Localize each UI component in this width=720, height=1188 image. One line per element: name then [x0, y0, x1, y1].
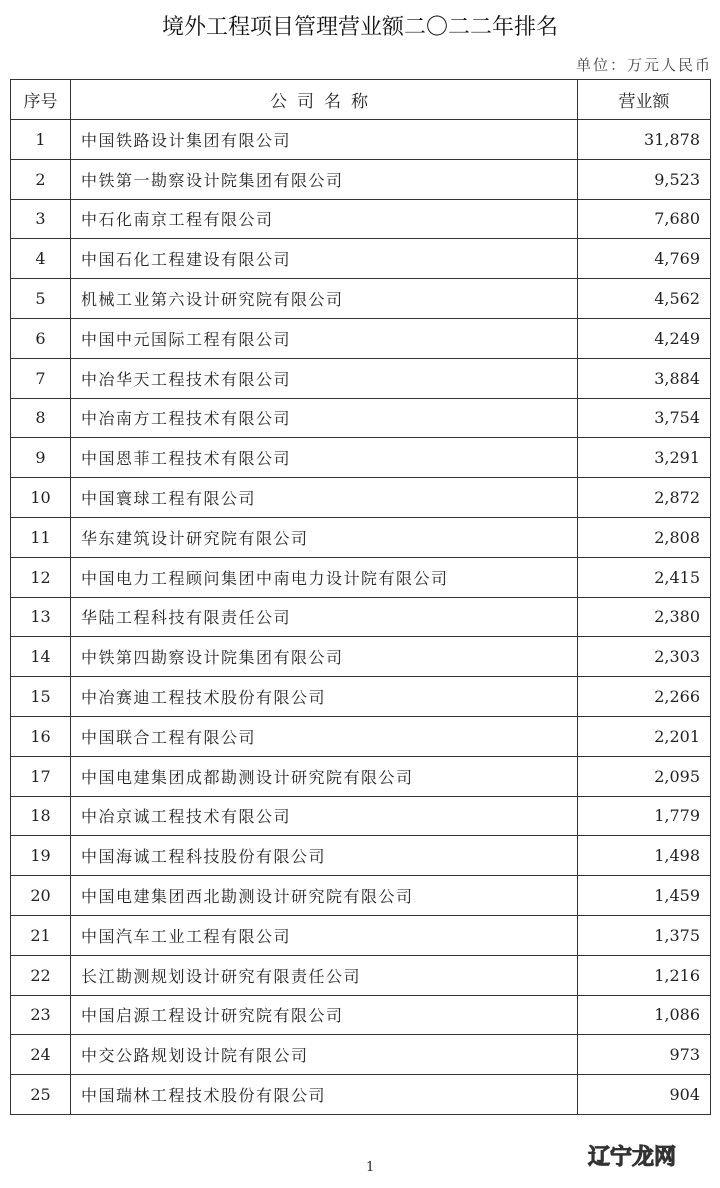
- revenue-cell: 2,380: [578, 597, 711, 637]
- revenue-cell: 31,878: [578, 120, 711, 160]
- rank-cell: 8: [11, 398, 71, 438]
- company-name-cell: 华东建筑设计研究院有限公司: [71, 517, 578, 557]
- company-name-cell: 中国汽车工业工程有限公司: [71, 915, 578, 955]
- company-name-cell: 中冶南方工程技术有限公司: [71, 398, 578, 438]
- table-row: [11, 318, 711, 358]
- table-row: [11, 398, 711, 438]
- table-row: [11, 199, 711, 239]
- table-row: [11, 438, 711, 478]
- rank-cell: 7: [11, 358, 71, 398]
- revenue-cell: 2,266: [578, 677, 711, 717]
- rank-cell: 6: [11, 318, 71, 358]
- watermark-logo: 辽宁龙网: [588, 1145, 677, 1170]
- company-name-cell: 中冶赛迪工程技术股份有限公司: [71, 677, 578, 717]
- table-row: [11, 876, 711, 916]
- header-revenue: 营业额: [578, 80, 711, 120]
- rank-cell: 4: [11, 239, 71, 279]
- rank-cell: 14: [11, 637, 71, 677]
- revenue-cell: 2,872: [578, 478, 711, 518]
- ranking-table: [10, 79, 711, 1115]
- unit-label: 单位：万元人民币: [575, 56, 712, 74]
- company-name-cell: 中铁第四勘察设计院集团有限公司: [71, 637, 578, 677]
- rank-cell: 16: [11, 716, 71, 756]
- rank-cell: 24: [11, 1035, 71, 1075]
- rank-cell: 5: [11, 279, 71, 319]
- revenue-cell: 2,201: [578, 716, 711, 756]
- company-name-cell: 中交公路规划设计院有限公司: [71, 1035, 578, 1075]
- table-row: [11, 955, 711, 995]
- rank-cell: 13: [11, 597, 71, 637]
- rank-cell: 1: [11, 120, 71, 160]
- revenue-cell: 1,216: [578, 955, 711, 995]
- table-row: [11, 120, 711, 160]
- rank-cell: 18: [11, 796, 71, 836]
- company-name-cell: 中冶京诚工程技术有限公司: [71, 796, 578, 836]
- company-name-cell: 中国电建集团成都勘测设计研究院有限公司: [71, 756, 578, 796]
- rank-cell: 17: [11, 756, 71, 796]
- revenue-cell: 4,249: [578, 318, 711, 358]
- company-name-cell: 中国瑞林工程技术股份有限公司: [71, 1075, 578, 1115]
- revenue-cell: 1,779: [578, 796, 711, 836]
- revenue-cell: 3,884: [578, 358, 711, 398]
- rank-cell: 20: [11, 876, 71, 916]
- table-row: [11, 557, 711, 597]
- company-name-cell: 中国寰球工程有限公司: [71, 478, 578, 518]
- document-title: 境外工程项目管理营业额二〇二二年排名: [161, 15, 558, 40]
- company-name-cell: 中国中元国际工程有限公司: [71, 318, 578, 358]
- rank-cell: 10: [11, 478, 71, 518]
- table-row: [11, 159, 711, 199]
- rank-cell: 21: [11, 915, 71, 955]
- table-row: [11, 677, 711, 717]
- revenue-cell: 2,303: [578, 637, 711, 677]
- company-name-cell: 中石化南京工程有限公司: [71, 199, 578, 239]
- table-row: [11, 1035, 711, 1075]
- table-row: [11, 995, 711, 1035]
- rank-cell: 2: [11, 159, 71, 199]
- revenue-cell: 4,562: [578, 279, 711, 319]
- table-row: [11, 478, 711, 518]
- rank-cell: 3: [11, 199, 71, 239]
- rank-cell: 25: [11, 1075, 71, 1115]
- company-name-cell: 华陆工程科技有限责任公司: [71, 597, 578, 637]
- table-row: [11, 597, 711, 637]
- revenue-cell: 1,086: [578, 995, 711, 1035]
- revenue-cell: 4,769: [578, 239, 711, 279]
- company-name-cell: 中铁第一勘察设计院集团有限公司: [71, 159, 578, 199]
- table-row: [11, 358, 711, 398]
- rank-cell: 11: [11, 517, 71, 557]
- revenue-cell: 7,680: [578, 199, 711, 239]
- revenue-cell: 973: [578, 1035, 711, 1075]
- revenue-cell: 2,415: [578, 557, 711, 597]
- page-number: 1: [366, 1160, 375, 1175]
- company-name-cell: 机械工业第六设计研究院有限公司: [71, 279, 578, 319]
- table-row: [11, 1075, 711, 1115]
- rank-cell: 12: [11, 557, 71, 597]
- table-header-row: [11, 80, 711, 120]
- revenue-cell: 3,291: [578, 438, 711, 478]
- revenue-cell: 2,808: [578, 517, 711, 557]
- table-row: [11, 756, 711, 796]
- revenue-cell: 1,459: [578, 876, 711, 916]
- company-name-cell: 中国电力工程顾问集团中南电力设计院有限公司: [71, 557, 578, 597]
- header-name: 公司名称: [71, 80, 578, 120]
- table-row: [11, 239, 711, 279]
- table-row: [11, 637, 711, 677]
- revenue-cell: 2,095: [578, 756, 711, 796]
- rank-cell: 15: [11, 677, 71, 717]
- table-row: [11, 517, 711, 557]
- table-row: [11, 796, 711, 836]
- revenue-cell: 1,498: [578, 836, 711, 876]
- company-name-cell: 中国联合工程有限公司: [71, 716, 578, 756]
- table-row: [11, 915, 711, 955]
- company-name-cell: 中国石化工程建设有限公司: [71, 239, 578, 279]
- company-name-cell: 中国恩菲工程技术有限公司: [71, 438, 578, 478]
- rank-cell: 19: [11, 836, 71, 876]
- revenue-cell: 904: [578, 1075, 711, 1115]
- company-name-cell: 中国电建集团西北勘测设计研究院有限公司: [71, 876, 578, 916]
- company-name-cell: 中国启源工程设计研究院有限公司: [71, 995, 578, 1035]
- table-row: [11, 716, 711, 756]
- revenue-cell: 1,375: [578, 915, 711, 955]
- company-name-cell: 中冶华天工程技术有限公司: [71, 358, 578, 398]
- company-name-cell: 中国铁路设计集团有限公司: [71, 120, 578, 160]
- revenue-cell: 3,754: [578, 398, 711, 438]
- table-row: [11, 279, 711, 319]
- company-name-cell: 长江勘测规划设计研究有限责任公司: [71, 955, 578, 995]
- rank-cell: 22: [11, 955, 71, 995]
- revenue-cell: 9,523: [578, 159, 711, 199]
- table-row: [11, 836, 711, 876]
- header-rank: 序号: [11, 80, 71, 120]
- company-name-cell: 中国海诚工程科技股份有限公司: [71, 836, 578, 876]
- rank-cell: 9: [11, 438, 71, 478]
- rank-cell: 23: [11, 995, 71, 1035]
